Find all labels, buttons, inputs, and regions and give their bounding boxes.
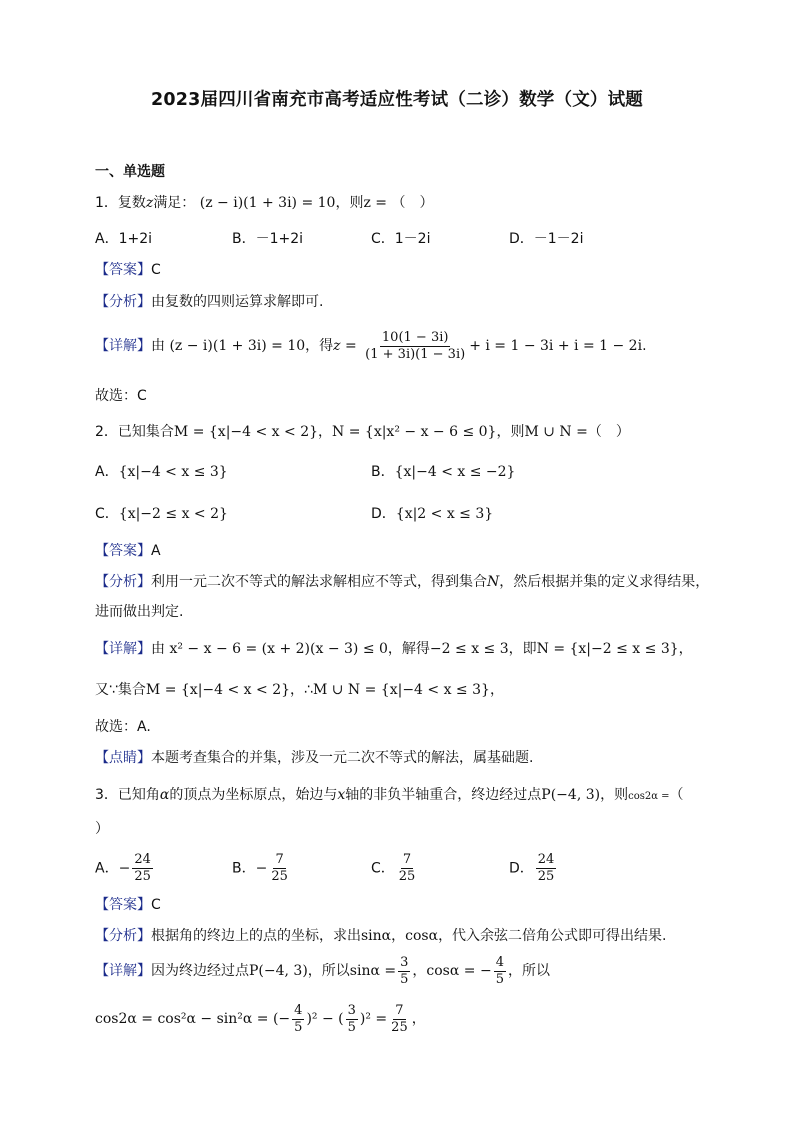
q2-set-m: M = {x|−4 < x < 2} [173, 424, 319, 440]
q2-analysis-text-1: 利用一元二次不等式的解法求解相应不等式，得到集合 [151, 574, 487, 590]
q1-option-c: C．1－2i [371, 231, 431, 247]
analysis-tag: 【分析】 [95, 928, 151, 944]
q2-option-a-value: {x|−4 < x ≤ 3} [118, 464, 228, 480]
answer-tag: 【答案】 [95, 897, 151, 913]
q2-conclusion: 故选：A. [95, 719, 151, 735]
q3-option-b-label: B． [232, 860, 256, 877]
q2-detail [95, 639, 693, 659]
q2-option-d [371, 504, 493, 524]
q2-suffix: ，则 [496, 424, 525, 440]
frac-den: 25 [537, 869, 555, 884]
q2-line2-end: ， [489, 682, 504, 698]
q1-frac-num: 10(1 − 3i) [381, 329, 449, 345]
q1-analysis [95, 292, 323, 312]
q1-suffix: ，则 [335, 195, 364, 211]
q3-prefix: 3．已知角 [95, 787, 160, 803]
q1-detail-mid: ，得 [305, 338, 334, 354]
q1-detail-equation: (z − i)(1 + 3i) = 10 [169, 338, 306, 354]
q3-formula-frac-1 [292, 1003, 304, 1036]
q3-open-paren: （ [669, 787, 684, 803]
q3-formula-part-3: )² = [359, 1011, 388, 1027]
analysis-tag: 【分析】 [95, 294, 151, 310]
answer-tag: 【答案】 [95, 262, 151, 278]
q3-option-d-label: D． [509, 860, 534, 877]
q3-formula-frac-3 [389, 1003, 410, 1036]
frac-num: 24 [134, 852, 151, 867]
q2-detail-next: ，即 [508, 641, 537, 657]
q3-option-c-label: C． [371, 860, 395, 877]
q3-analysis-cos: cosα [405, 928, 439, 944]
q3-detail-text-3: ， [412, 963, 427, 979]
q3-formula-end: ， [411, 1011, 426, 1027]
q1-var: z [145, 195, 154, 211]
q2-line2-m: M = {x|−4 < x < 2} [145, 682, 291, 698]
page-title: 2023届四川省南充市高考适应性考试（二诊）数学（文）试题 [150, 90, 643, 110]
q3-option-b-fraction [269, 852, 290, 885]
question-1-stem [95, 193, 433, 213]
frac-den: 5 [400, 971, 409, 987]
frac-den: 5 [294, 1019, 303, 1035]
q2-line2-prefix: 又∵集合 [95, 682, 146, 698]
frac-den: 5 [347, 1019, 356, 1035]
q1-detail-prefix: 由 [151, 338, 165, 354]
q3-point: P(−4, 3) [541, 787, 601, 803]
q2-detail-prefix: 由 [151, 641, 165, 657]
frac-num: 7 [275, 852, 284, 867]
detail-tag: 【详解】 [95, 338, 151, 354]
q3-analysis [95, 926, 667, 946]
answer-tag: 【答案】 [95, 543, 151, 559]
q3-detail-text-2: ，所以 [307, 963, 350, 979]
q3-analysis-text-3: ，代入余弦二倍角公式即可得出结果. [438, 928, 667, 944]
q3-ask: cos2α = [628, 791, 670, 802]
q3-mid3: ，则 [600, 787, 629, 803]
q2-prefix: 2．已知集合 [95, 424, 174, 440]
q2-option-a [95, 462, 228, 482]
frac-num: 3 [347, 1002, 356, 1018]
q1-answer [95, 260, 161, 280]
frac-den: 25 [398, 869, 416, 884]
analysis-tag: 【分析】 [95, 574, 151, 590]
q2-option-d-value: {x|2 < x ≤ 3} [395, 506, 494, 522]
q2-detail-equation: x² − x − 6 = (x + 2)(x − 3) ≤ 0 [169, 641, 388, 657]
frac-den: 25 [391, 1019, 408, 1035]
q3-detail-text-1: 因为终边经过点 [151, 963, 249, 979]
q3-analysis-sin: sinα [361, 928, 392, 944]
section-heading: 一、单选题 [95, 164, 165, 180]
q2-answer-value: A [151, 543, 161, 559]
frac-num: 4 [495, 954, 504, 970]
q3-option-c [371, 852, 419, 885]
q2-detail-end: ， [678, 641, 693, 657]
comment-tag: 【点睛】 [95, 750, 151, 766]
q3-mid1: 的顶点为坐标原点，始边与 [169, 787, 338, 803]
q2-option-b [371, 462, 515, 482]
q3-cos-eq: cosα = − [426, 963, 492, 979]
q1-prefix: 1．复数 [95, 195, 146, 211]
q1-conclusion: 故选：C [95, 388, 147, 404]
frac-den: 25 [271, 869, 288, 884]
frac-num: 3 [400, 954, 409, 970]
q1-detail: 【详解】由 (z − i)(1 + 3i) = 10，得z = $\frac{10(1 - 3i)}{(1 + 3i)(1 - 3i)}$ + i = 1 − 3i + i = 1 − 2i. [95, 329, 647, 362]
q3-detail-formula [95, 1000, 426, 1038]
q1-mid: 满足： [153, 195, 196, 211]
q3-formula-part-1: cos2α = cos²α − sin²α = (− [95, 1011, 291, 1027]
q1-option-d: D．－1－2i [509, 231, 584, 247]
q3-option-a [95, 852, 155, 885]
q3-close-paren: ） [95, 821, 109, 837]
q1-equation: (z − i)(1 + 3i) = 10 [199, 195, 336, 211]
q3-analysis-text-2: ， [391, 928, 406, 944]
q1-fraction [363, 330, 467, 363]
q2-line2-union: M ∪ N = {x|−4 < x ≤ 3} [312, 682, 490, 698]
q3-mid2: 轴的非负半轴重合，终边经过点 [345, 787, 542, 803]
q3-option-d-fraction [536, 852, 557, 885]
question-2-stem: 2．已知集合M = {x|−4 < x < 2}，N = {x|x² − x − 6 ≤ 0}，则M ∪ N =（ ） [95, 424, 630, 440]
q2-detail-mid: ，解得 [387, 641, 430, 657]
q1-detail-tail: + i = 1 − 3i + i = 1 − 2i [469, 338, 643, 354]
q1-frac-den: (1 + 3i)(1 − 3i) [365, 346, 466, 362]
question-3-stem [95, 785, 684, 807]
q3-option-c-fraction [397, 852, 418, 885]
q2-option-c [95, 504, 228, 524]
q2-analysis-cont: 进而做出判定. [95, 604, 184, 620]
q2-comment-text: 本题考查集合的并集，涉及一元二次不等式的解法，属基础题. [151, 750, 534, 766]
q2-analysis-n: N [487, 574, 500, 590]
q2-detail-range: −2 ≤ x ≤ 3 [429, 641, 509, 657]
q3-detail-text-4: ，所以 [507, 963, 550, 979]
q3-answer [95, 895, 161, 915]
q2-analysis [95, 572, 709, 592]
q3-option-a-label: A． [95, 860, 119, 877]
detail-tag: 【详解】 [95, 641, 151, 657]
q1-ask: z = （ ） [363, 195, 434, 211]
q2-option-b-value: {x|−4 < x ≤ −2} [394, 464, 516, 480]
q3-option-b [232, 852, 292, 885]
detail-tag: 【详解】 [95, 963, 151, 979]
q3-option-b-sign: − [255, 860, 268, 877]
q1-option-b: B．－1+2i [232, 231, 304, 247]
q3-alpha: α [159, 787, 170, 803]
q1-option-a: A．1+2i [95, 231, 153, 247]
q1-detail-z: z = [333, 338, 357, 354]
q2-option-c-value: {x|−2 ≤ x < 2} [118, 506, 228, 522]
q2-option-d-label: D． [371, 506, 396, 522]
q2-line2-mid: ，∴ [290, 682, 313, 698]
frac-num: 7 [395, 1002, 404, 1018]
q2-answer [95, 541, 161, 561]
q2-option-c-label: C． [95, 506, 119, 522]
frac-num: 7 [402, 852, 412, 867]
q2-option-b-label: B． [371, 464, 395, 480]
q3-formula-part-2: )² − ( [306, 1011, 344, 1027]
q3-detail [95, 952, 550, 990]
q2-comment [95, 748, 533, 768]
q3-option-d [509, 852, 558, 885]
q1-analysis-text: 由复数的四则运算求解即可. [151, 294, 324, 310]
frac-den: 25 [134, 869, 151, 884]
q2-analysis-text-2: ，然后根据并集的定义求得结果， [499, 574, 710, 590]
q3-sin-eq: sinα = [349, 963, 397, 979]
frac-num: 4 [294, 1002, 303, 1018]
q3-x: x [337, 787, 346, 803]
frac-num: 24 [537, 852, 555, 867]
q2-option-a-label: A． [95, 464, 119, 480]
q2-ask: M ∪ N =（ ） [524, 424, 630, 440]
q3-option-a-sign: − [118, 860, 131, 877]
q2-set-n: N = {x|x² − x − 6 ≤ 0} [332, 424, 497, 440]
q3-option-a-fraction [132, 852, 153, 885]
q1-answer-value: C [151, 262, 161, 278]
q3-formula-frac-2 [346, 1003, 358, 1036]
frac-den: 5 [495, 971, 504, 987]
q3-cos-fraction [494, 955, 506, 988]
q3-answer-value: C [151, 897, 161, 913]
q3-sin-fraction [398, 955, 410, 988]
q3-detail-point: P(−4, 3) [249, 963, 308, 979]
q2-detail-n: N = {x|−2 ≤ x ≤ 3} [536, 641, 679, 657]
q2-detail-line2 [95, 680, 504, 700]
q3-analysis-text-1: 根据角的终边上的点的坐标，求出 [151, 928, 361, 944]
